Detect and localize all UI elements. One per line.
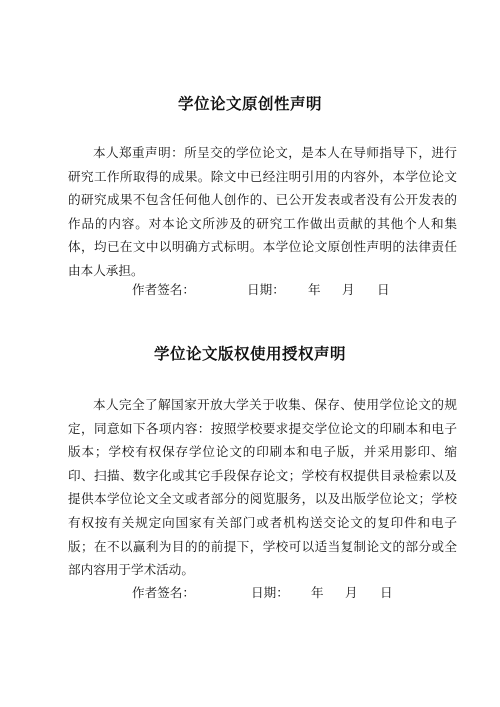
originality-signature-line bbox=[0, 279, 500, 297]
signature-label: 作者签名： bbox=[132, 282, 195, 297]
copyright-signature-line bbox=[0, 582, 500, 600]
signature-label: 作者签名： bbox=[132, 585, 195, 600]
originality-title: 学位论文原创性声明 bbox=[177, 95, 322, 113]
originality-body: 本人郑重声明：所呈交的学位论文，是本人在导师指导下，进行研究工作所取得的成果。除文中已经注明引用的内容外，本学位论文的研究成果不包含任何他人创作的、已公开发表或者没有公开发表的作品的内容。对本论文所涉及的研究工作做出贡献的其他个人和集体，均已在文中以明确方式标明。本学位论文原创性声明的法律责任由本人承担。 bbox=[68, 145, 457, 278]
year-label: 年 bbox=[308, 282, 321, 297]
copyright-body: 本人完全了解国家开放大学关于收集、保存、使用学位论文的规定，同意如下各项内容：按照学校要求提交学位论文的印刷本和电子版本；学校有权保存学位论文的印刷本和电子版，并采用影印、缩印、扫描、数字化或其它手段保存论文；学校有权提供目录检索以及提供本学位论文全文或者部分的阅览服务，以及出版学位论文；学校有权按有关规定向国家有关部门或者机构送交论文的复印件和电子版；在不以赢利为目的的前提下，学校可以适当复制论文的部分或全部内容用于学术活动。 bbox=[68, 397, 457, 578]
date-label: 日期： bbox=[251, 585, 289, 600]
day-label: 日 bbox=[377, 282, 390, 297]
copyright-title: 学位论文版权使用授权声明 bbox=[153, 345, 346, 363]
month-label: 月 bbox=[342, 282, 355, 297]
date-label: 日期： bbox=[247, 282, 285, 297]
year-label: 年 bbox=[311, 585, 324, 600]
day-label: 日 bbox=[380, 585, 393, 600]
month-label: 月 bbox=[345, 585, 358, 600]
